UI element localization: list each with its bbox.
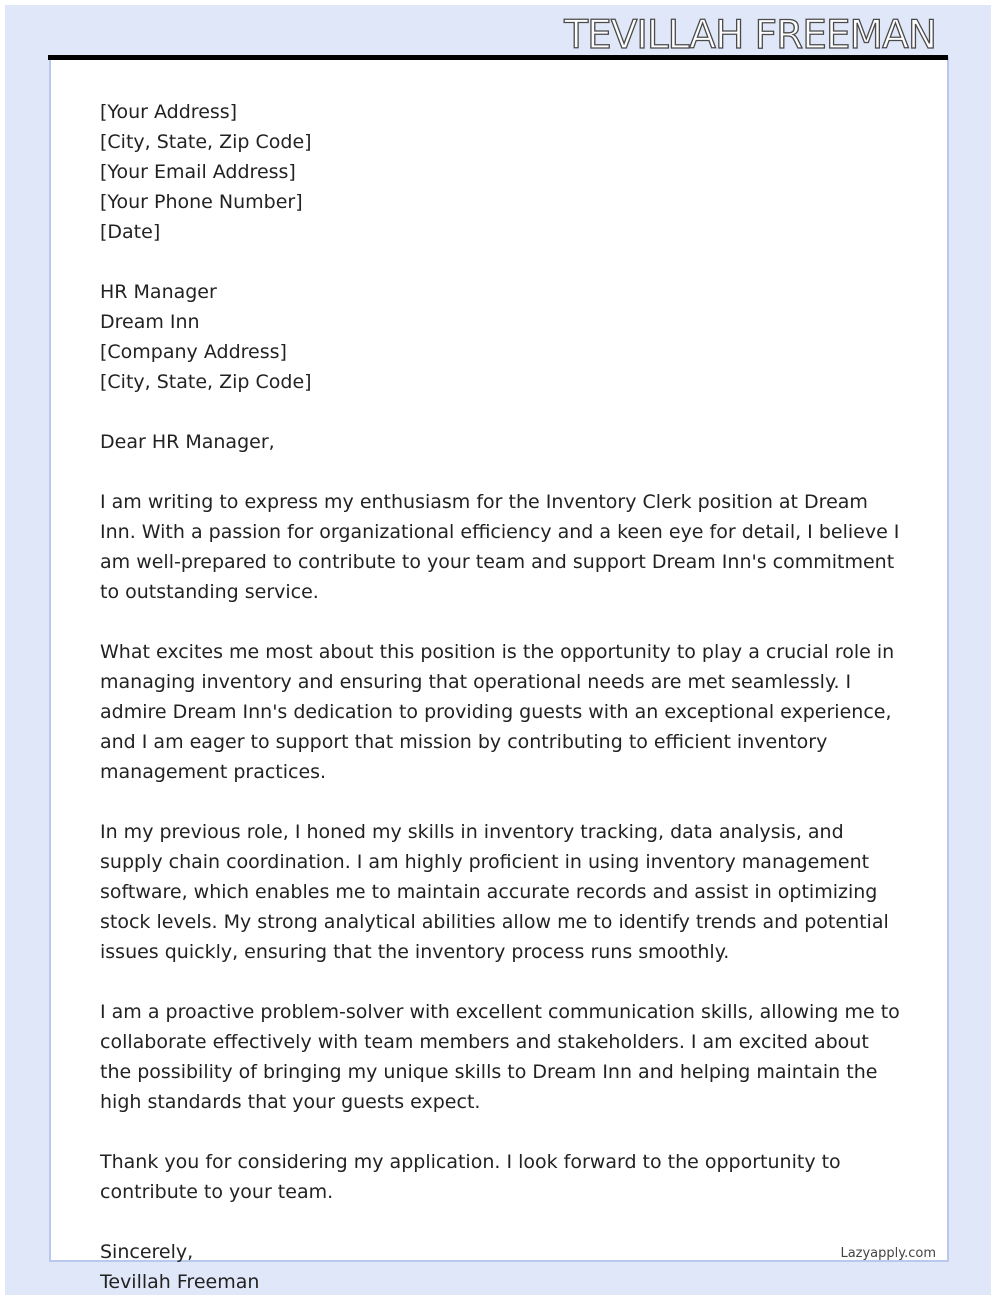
recipient-block bbox=[100, 277, 900, 397]
body-paragraph-1: I am writing to express my enthusiasm for the Inventory Clerk position at Dream Inn. With a passion for organizational efficiency and a keen eye for detail, I believe I am well-prepared to contribute to your team and support Dream Inn's commitment to outstanding service. bbox=[100, 491, 900, 603]
letter-date: [Date] bbox=[100, 221, 161, 243]
sender-address: [Your Address] bbox=[100, 101, 238, 123]
body-paragraph-2: What excites me most about this position is the opportunity to play a crucial role in managing inventory and ensuring that operational needs are met seamlessly. I admire Dream Inn's dedication to providing guests with an exceptional experience, and I am eager to support that mission by contributing to efficient inventory management practices. bbox=[100, 641, 895, 783]
body-paragraph-4: I am a proactive problem-solver with excellent communication skills, allowing me to collaborate effectively with team members and stakeholders. I am excited about the possibility of bringing my unique skills to Dream Inn and helping maintain the high standards that your guests expect. bbox=[100, 1001, 900, 1113]
recipient-company: Dream Inn bbox=[100, 311, 200, 333]
recipient-title: HR Manager bbox=[100, 281, 217, 303]
sender-city-state-zip: [City, State, Zip Code] bbox=[100, 131, 312, 153]
cover-letter bbox=[100, 97, 900, 1297]
body-paragraph-5: Thank you for considering my application. I look forward to the opportunity to contribute to your team. bbox=[100, 1151, 841, 1203]
watermark: Lazyapply.com bbox=[840, 1246, 936, 1261]
closing: Sincerely, bbox=[100, 1241, 194, 1263]
recipient-city-state-zip: [City, State, Zip Code] bbox=[100, 371, 312, 393]
recipient-address: [Company Address] bbox=[100, 341, 287, 363]
sender-block bbox=[100, 97, 900, 247]
signature-name: Tevillah Freeman bbox=[100, 1271, 260, 1293]
salutation: Dear HR Manager, bbox=[100, 431, 275, 453]
sender-phone: [Your Phone Number] bbox=[100, 191, 303, 213]
body-paragraph-3: In my previous role, I honed my skills in inventory tracking, data analysis, and supply chain coordination. I am highly proficient in using inventory management software, which enables me to maintain accurate records and assist in optimizing stock levels. My strong analytical abilities allow me to identify trends and potential issues quickly, ensuring that the inventory process runs smoothly. bbox=[100, 821, 889, 963]
header-name: TEVILLAH FREEMAN bbox=[564, 13, 936, 58]
sender-email: [Your Email Address] bbox=[100, 161, 296, 183]
